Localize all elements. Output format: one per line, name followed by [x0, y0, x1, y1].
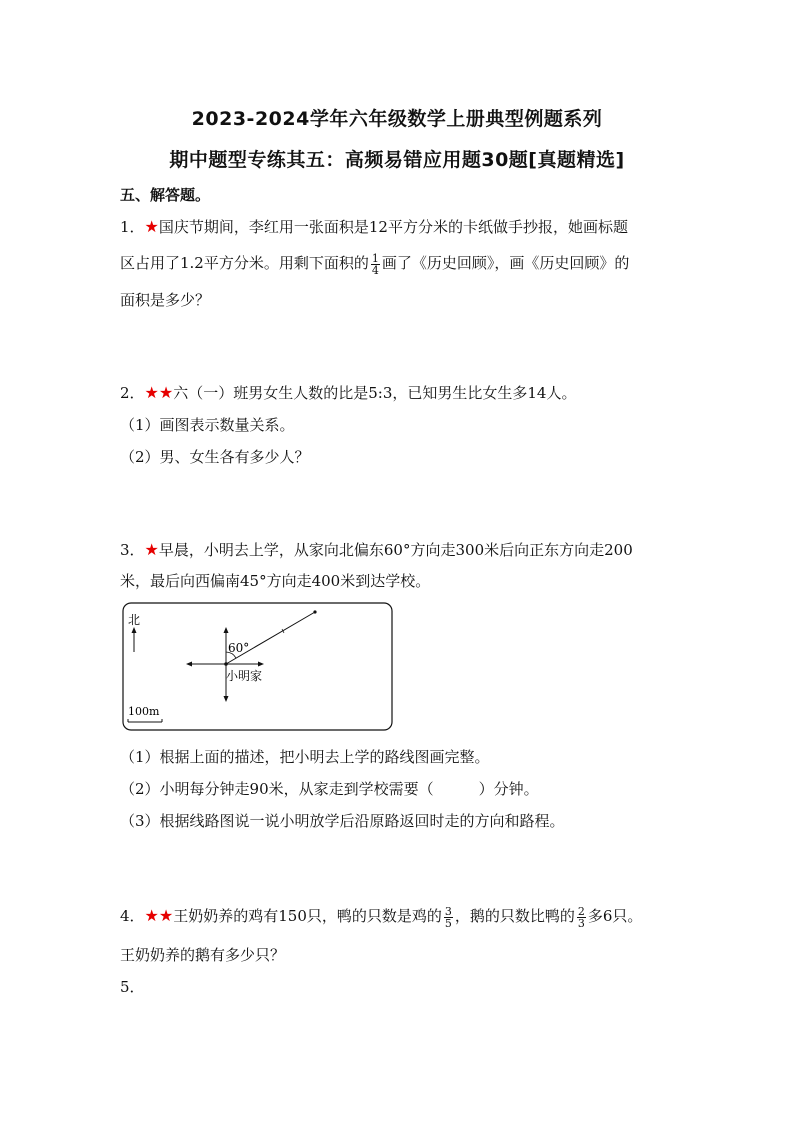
diagram-frame: [123, 603, 392, 730]
q3-line1: 3．★早晨，小明去上学，从家向北偏东60°方向走300米后向正东方向走200: [120, 540, 633, 559]
section-heading: 五、解答题。: [120, 186, 211, 204]
q2-sub2: （2）男、女生各有多少人？: [120, 448, 310, 466]
route-diagram: [122, 602, 394, 732]
difficulty-star-icon: ★: [144, 540, 159, 559]
axis-arrow-icon: [258, 662, 264, 667]
q5-number: 5．: [120, 978, 145, 996]
axis-arrow-icon: [224, 627, 229, 633]
difficulty-star-icon: ★★: [144, 383, 174, 402]
q2-sub1: （1）画图表示数量关系。: [120, 416, 295, 434]
scale-label: 100m: [128, 705, 160, 718]
q3-sub2: （2）小明每分钟走90米，从家走到学校需要（ ）分钟。: [120, 780, 539, 798]
fraction: $\frac{3}{5}$: [444, 904, 452, 930]
q3-number: 3．: [120, 541, 145, 559]
axis-arrow-icon: [224, 696, 229, 702]
north-label: 北: [128, 613, 141, 627]
q3-sub3: （3）根据线路图说一说小明放学后沿原路返回时走的方向和路程。: [120, 812, 565, 830]
angle-label: 60°: [228, 641, 250, 655]
q1-line1: 1．★国庆节期间，李红用一张面积是12平方分米的卡纸做手抄报，她画标题: [120, 217, 628, 236]
q1-line3: 面积是多少？: [120, 291, 211, 309]
q1-number: 1．: [120, 218, 145, 236]
difficulty-star-icon: ★★: [144, 906, 174, 925]
home-point: [224, 662, 228, 666]
q4-number: 4．: [120, 907, 145, 925]
document-subtitle: 期中题型专练其五：高频易错应用题30题[真题精选]: [169, 149, 625, 171]
axis-arrow-icon: [186, 662, 192, 667]
q2-line1: 2．★★六（一）班男女生人数的比是5:3，已知男生比女生多14人。: [120, 383, 577, 402]
route-endpoint: [313, 610, 316, 613]
q4-line2: 王奶奶养的鹅有多少只？: [120, 946, 286, 964]
fraction: $\frac{2}{3}$: [577, 904, 585, 930]
document-title: 2023-2024学年六年级数学上册典型例题系列: [191, 108, 603, 130]
fraction: $\frac{1}{4}$: [371, 251, 379, 277]
q3-sub1: （1）根据上面的描述，把小明去上学的路线图画完整。: [120, 748, 490, 766]
north-arrowhead-icon: [132, 627, 137, 633]
q1-line2: 区占用了1.2平方分米。用剩下面积的 $\frac{1}{4}$ 画了《历史回顾》，画《历史回顾》的: [120, 251, 630, 277]
q3-line2: 米，最后向西偏南45°方向走400米到达学校。: [120, 572, 431, 590]
home-label: 小明家: [226, 669, 263, 683]
q4-line1: 4．★★王奶奶养的鸡有150只，鸭的只数是鸡的 $\frac{3}{5}$ ，鹅的只数比鸭的 $\frac{2}{3}$ 多6只。: [120, 904, 643, 930]
q2-number: 2．: [120, 384, 145, 402]
route-segment-1: [226, 612, 315, 664]
difficulty-star-icon: ★: [144, 217, 159, 236]
